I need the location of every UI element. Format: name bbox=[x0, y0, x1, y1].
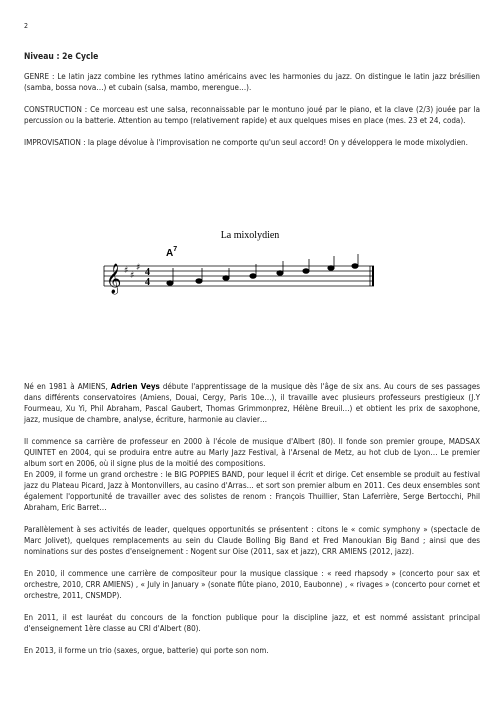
time-signature-top: 4 bbox=[145, 267, 150, 278]
note-7 bbox=[328, 266, 334, 271]
bio-paragraph-5: En 2011, il est lauréat du concours de la fonction publique pour la discipline jazz, et est nommé assistant principal d'enseignement 1ère classe au CRI d'Albert (80). bbox=[24, 613, 480, 633]
bio-paragraph-6: En 2013, il forme un trio (saxes, orgue, batterie) qui porte son nom. bbox=[24, 646, 269, 655]
artist-name: Adrien Veys bbox=[110, 382, 160, 391]
sharp-icon: ♯ bbox=[136, 263, 141, 273]
bio-paragraph-1 bbox=[24, 381, 480, 425]
bio-paragraph-3: Parallèlement à ses activités de leader, quelques opportunités se présentent : citons le « comic symphony » (spectacle de Marc Jolivet), quelques remplacements au sein du Claude Bolling Big Band et Fred Manoukian Big Band ; ainsi que des nominations sur des postes d'enseignement : Nogent sur Oise (2011, sax et jazz), CRR AMIENS (2012, jazz). bbox=[24, 525, 480, 556]
treble-clef-icon: 𝄞 bbox=[106, 264, 122, 294]
genre-paragraph: GENRE : Le latin jazz combine les rythmes latino américains avec les harmonies du jazz. On distingue le latin jazz brésilien (samba, bossa nova…) et cubain (salsa, mambo, merengue…). bbox=[24, 72, 480, 92]
note-4 bbox=[250, 274, 256, 279]
note-3 bbox=[223, 276, 229, 281]
bio-paragraph-2a: Il commence sa carrière de professeur en 2000 à l'école de musique d'Albert (80). Il fonde son premier groupe, MADSAX QUINTET en 2004, qui se produira entre autre au Marly Jazz Festival, à l'Arsenal de Metz, au hot club de Lyon… Le premier album sort en 2006, où il signe plus de la moitié des compositions. bbox=[24, 437, 480, 468]
improvisation-paragraph: IMPROVISATION : la plage dévolue à l'improvisation ne comporte qu'un seul accord! On y développera le mode mixolydien. bbox=[24, 138, 468, 147]
chord-symbol: $A^7$ bbox=[166, 246, 178, 259]
note-1 bbox=[167, 281, 173, 286]
level-heading: Niveau : 2e Cycle bbox=[24, 52, 99, 62]
bio-p1-before: Né en 1981 à AMIENS, bbox=[24, 382, 111, 391]
note-6 bbox=[303, 269, 309, 274]
construction-paragraph: CONSTRUCTION : Ce morceau est une salsa, reconnaissable par le montuno joué par le piano, et la clave (2/3) jouée par la percussion ou la batterie. Attention au tempo (relativement rapide) et aux quelques mises en place (mes. 23 et 24, coda). bbox=[24, 105, 480, 125]
time-signature-bottom: 4 bbox=[145, 277, 150, 288]
bio-paragraph-2b: En 2009, il forme un grand orchestre : le BIG POPPIES BAND, pour lequel il écrit et dirige. Cet ensemble se produit au festival jazz du Plateau Picard, Jazz à Montonvillers, au casino d'Arras… et sort son premier album en 2011. Ces deux ensembles sont également l'opportunité de travailler avec des solistes de renom : François Thuillier, Stan Laferrière, Serge Bertocchi, Phil Abraham, Eric Barret… bbox=[24, 470, 480, 512]
sharp-icon: ♯ bbox=[130, 271, 135, 281]
sharp-icon: ♯ bbox=[124, 266, 129, 276]
music-staff bbox=[100, 224, 400, 304]
bio-paragraph-4: En 2010, il commence une carrière de compositeur pour la musique classique : « reed rhapsody » (concerto pour sax et orchestre, 2010, CRR AMIENS) , « July in January » (sonate flûte piano, 2010, Eaubonne) , « rivages » (concerto pour cornet et orchestre, 2011, CNSMDP). bbox=[24, 569, 480, 600]
page-number: 2 bbox=[24, 22, 29, 30]
note-8 bbox=[352, 264, 358, 269]
bio-p1-after: débute l'apprentissage de la musique dès l'âge de six ans. Au cours de ses passages dans différents conservatoires (Amiens, Douai, Cergy, Paris 10e…), il travaille avec plusieurs professeurs prestigieux (J.Y Fourmeau, Xu Yi, Phil Abraham, Pascal Gaubert, Thomas Grimmonprez, Hélène Breuil…) et obtient les prix de saxophone, jazz, musique de chambre, analyse, écriture, harmonie au clavier… bbox=[24, 382, 481, 424]
note-5 bbox=[277, 271, 283, 276]
biography-section bbox=[24, 381, 480, 667]
music-example bbox=[100, 224, 400, 304]
music-title: La mixolydien bbox=[220, 230, 280, 241]
intro-section bbox=[24, 52, 480, 159]
note-2 bbox=[196, 279, 202, 284]
